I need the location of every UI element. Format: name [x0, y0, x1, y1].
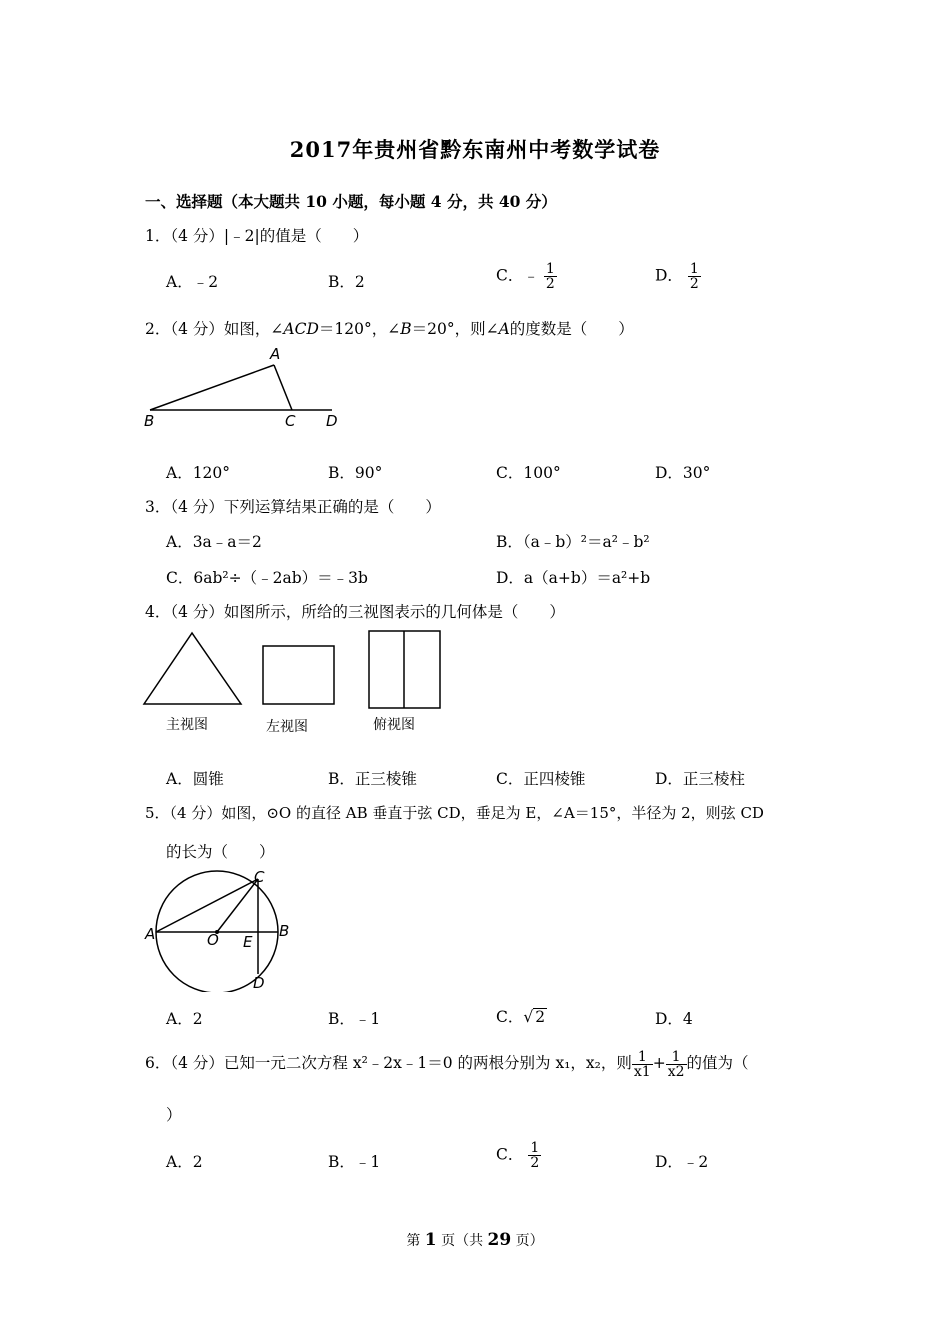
fraction-numerator: 1	[666, 1050, 687, 1065]
front-view-triangle	[144, 633, 241, 704]
q1-option-d[interactable]	[655, 262, 701, 291]
fraction-denominator: 2	[689, 276, 699, 292]
q5-label-c: C	[254, 868, 265, 886]
fraction-denominator: x2	[667, 1063, 685, 1080]
q1-option-a[interactable]: A．﹣2	[166, 273, 219, 291]
q6-option-a[interactable]: A．2	[166, 1153, 203, 1171]
q3-option-a[interactable]: A．3a﹣a＝2	[166, 533, 262, 551]
fraction-numerator: 1	[545, 261, 555, 277]
q2-option-a[interactable]: A．120°	[166, 464, 231, 482]
q1-option-b[interactable]: B．2	[328, 273, 365, 291]
front-view-label: 主视图	[166, 717, 208, 733]
q5-label-d: D	[253, 974, 265, 992]
q2-stem-part: A	[498, 320, 510, 338]
q1-option-c[interactable]	[496, 262, 557, 291]
q2-option-d[interactable]: D．30°	[655, 464, 711, 482]
question-5-stem-line1: 5．（4 分）如图，⊙O 的直径 AB 垂直于弦 CD，垂足为 E，∠A＝15°，半径为 2，则弦 CD	[145, 804, 764, 822]
side-view-label: 左视图	[266, 719, 308, 735]
fraction-denominator: x1	[633, 1063, 651, 1080]
question-6-stem	[145, 1040, 749, 1086]
q2-label-d: D	[326, 412, 338, 430]
q5-label-b: B	[279, 922, 290, 940]
footer-page-number: 1	[424, 1230, 437, 1250]
q5-label-a: A	[145, 925, 156, 943]
fraction-numerator: 1	[689, 261, 699, 277]
footer-text: 页（共	[436, 1233, 488, 1249]
q2-option-b[interactable]: B．90°	[328, 464, 383, 482]
q6-fraction-1	[632, 1050, 653, 1079]
q2-stem-part: ACD	[283, 320, 319, 338]
q2-stem-part: 的度数是（ ）	[509, 320, 634, 338]
footer-text: 页）	[511, 1233, 544, 1249]
fraction-numerator: 1	[632, 1050, 653, 1065]
question-6-stem-line2: ）	[166, 1106, 182, 1124]
sqrt-radicand: 2	[535, 1008, 546, 1026]
side-view-rectangle	[263, 646, 334, 704]
q4-option-d[interactable]: D．正三棱柱	[655, 770, 745, 788]
footer-total-pages: 29	[487, 1230, 512, 1250]
question-5-stem-line2: 的长为（ ）	[166, 843, 275, 861]
fraction-denominator: 2	[545, 276, 555, 292]
sqrt-symbol: √	[523, 1008, 534, 1026]
question-4-stem: 4．（4 分）如图所示，所给的三视图表示的几何体是（ ）	[145, 603, 565, 621]
q5-circle-figure	[145, 862, 295, 992]
q6-stem-end: 的值为（	[686, 1054, 749, 1072]
q5-option-a[interactable]: A．2	[166, 1010, 203, 1028]
q3-option-c[interactable]: C．6ab²÷（﹣2ab）＝﹣3b	[166, 569, 368, 587]
q5-option-b[interactable]: B．﹣1	[328, 1010, 381, 1028]
q4-three-views-figure	[140, 628, 450, 710]
segment-ac	[156, 879, 258, 932]
fraction-denominator: 2	[530, 1155, 540, 1171]
segment-oc	[217, 879, 258, 932]
q5-label-e: E	[243, 933, 253, 951]
section-heading: 一、选择题（本大题共 10 小题，每小题 4 分，共 40 分）	[145, 192, 557, 211]
q4-option-a[interactable]: A．圆锥	[166, 770, 224, 788]
q2-stem-part: 2．（4 分）如图，∠	[145, 320, 284, 338]
page-footer	[0, 1230, 950, 1250]
question-2-stem	[145, 317, 634, 339]
q2-stem-part: ＝120°，∠	[318, 320, 401, 338]
q3-option-b[interactable]: B．（a﹣b）²＝a²﹣b²	[496, 533, 650, 551]
q2-label-b: B	[144, 412, 155, 430]
q6-option-c-fraction	[528, 1141, 541, 1170]
q5-label-o: O	[207, 931, 219, 949]
q6-option-b[interactable]: B．﹣1	[328, 1153, 381, 1171]
q1-option-d-prefix: D．	[655, 266, 683, 285]
q3-option-d[interactable]: D．a（a+b）＝a²+b	[496, 569, 651, 587]
q4-option-c[interactable]: C．正四棱锥	[496, 770, 586, 788]
q2-option-c[interactable]: C．100°	[496, 464, 561, 482]
line-ba	[150, 365, 274, 410]
question-1-stem: 1．（4 分）|﹣2|的值是（ ）	[145, 227, 369, 245]
footer-text: 第	[406, 1233, 425, 1249]
q1-option-c-prefix: C．﹣	[496, 266, 539, 285]
q2-stem-part: B	[400, 320, 412, 338]
q5-option-c[interactable]	[496, 1005, 547, 1027]
q5-option-c-prefix: C．	[496, 1008, 524, 1026]
q6-option-d[interactable]: D．﹣2	[655, 1153, 709, 1171]
top-view-label: 俯视图	[373, 717, 415, 733]
q2-label-a: A	[270, 345, 281, 363]
q6-option-c-prefix: C．	[496, 1145, 524, 1164]
q2-label-c: C	[285, 412, 296, 430]
q6-stem-text: 6．（4 分）已知一元二次方程 x²﹣2x﹣1＝0 的两根分别为 x₁，x₂，则	[145, 1054, 632, 1072]
line-ac	[274, 365, 292, 410]
q2-stem-part: ＝20°，则∠	[411, 320, 499, 338]
fraction-numerator: 1	[530, 1140, 540, 1156]
q5-option-d[interactable]: D．4	[655, 1010, 693, 1028]
page-title: 2017年贵州省黔东南州中考数学试卷	[289, 137, 661, 162]
question-3-stem: 3．（4 分）下列运算结果正确的是（ ）	[145, 498, 441, 516]
q1-option-c-fraction	[544, 262, 557, 291]
q6-plus: +	[652, 1054, 666, 1072]
q1-option-d-fraction	[688, 262, 701, 291]
q6-option-c[interactable]	[496, 1141, 541, 1170]
q6-fraction-2	[666, 1050, 687, 1079]
q4-option-b[interactable]: B．正三棱锥	[328, 770, 417, 788]
